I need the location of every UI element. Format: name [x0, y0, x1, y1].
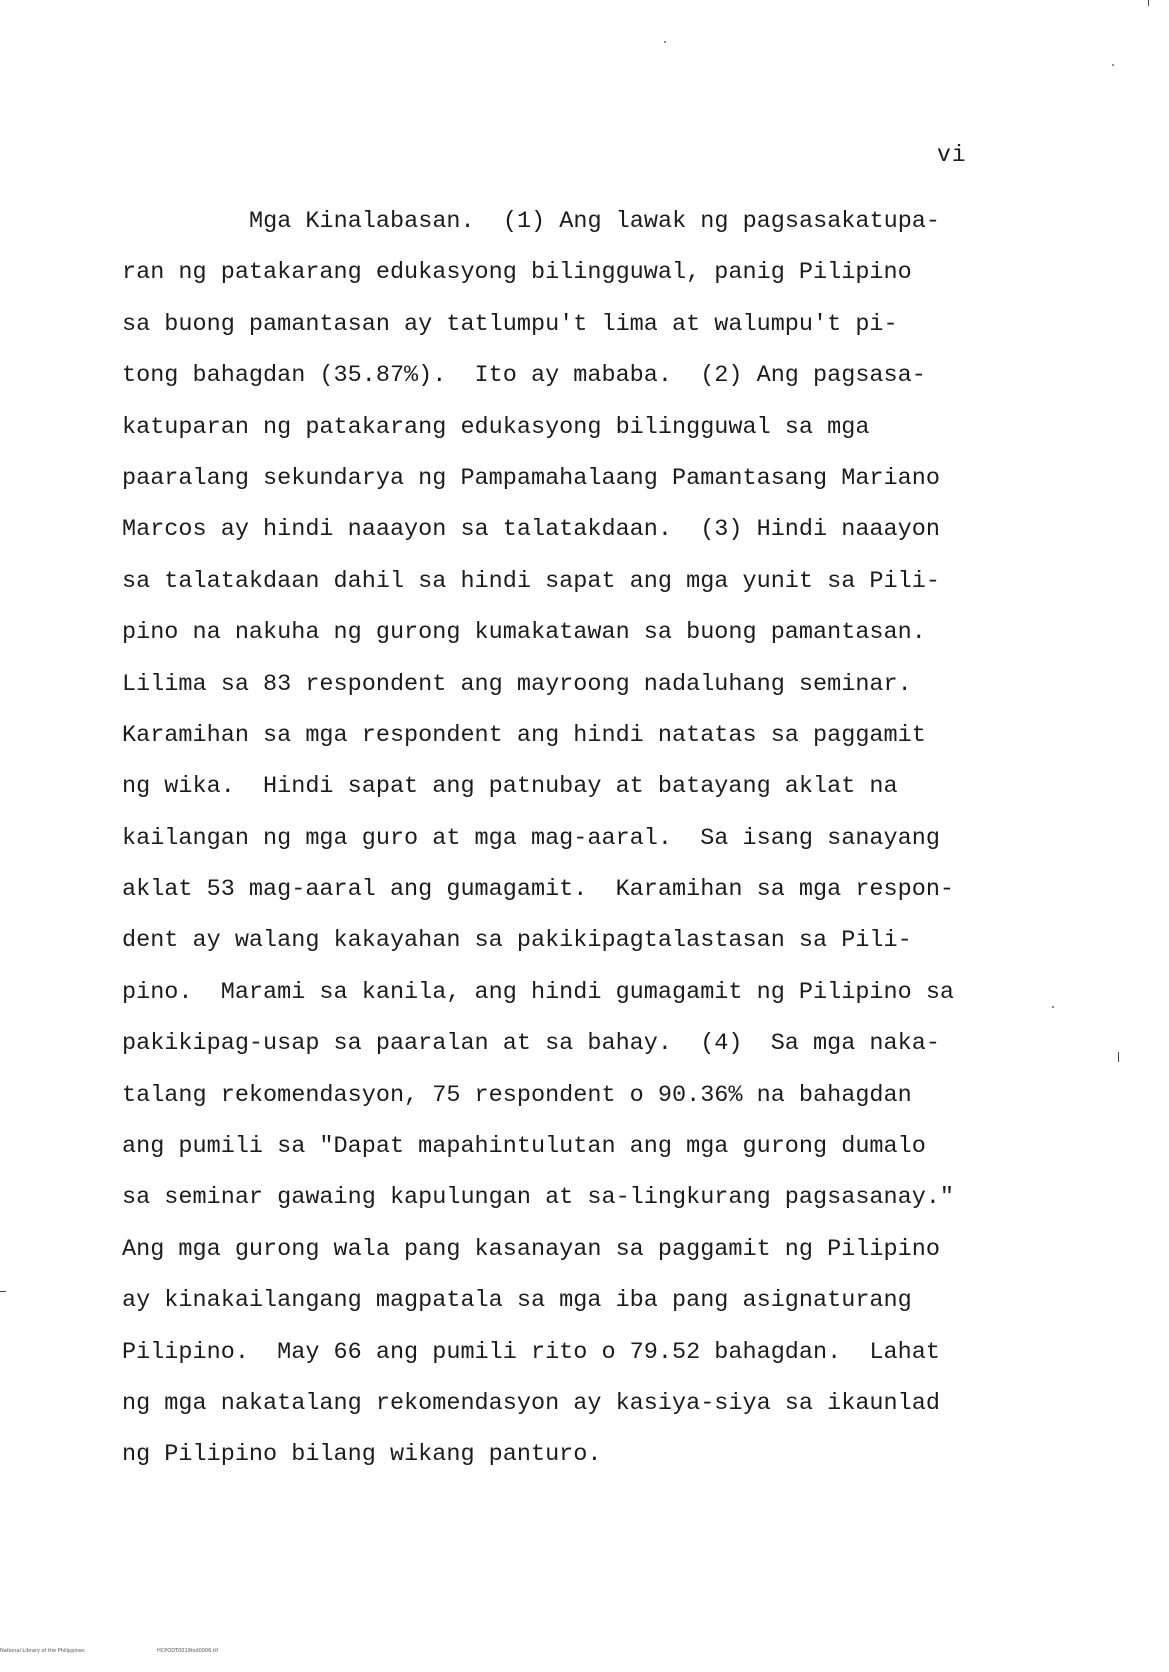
text-line: Pilipino. May 66 ang pumili rito o 79.52 bahagdan. Lahat [122, 1338, 940, 1366]
scan-edge-mark [1148, 0, 1149, 6]
text-line: tong bahagdan (35.87%). Ito ay mababa. (2) Ang pagsasa- [122, 362, 926, 390]
text-line: talang rekomendasyon, 75 respondent o 90.36% na bahagdan [122, 1081, 912, 1109]
text-line: Marcos ay hindi naaayon sa talatakdaan. (3) Hindi naaayon [122, 516, 940, 544]
text-line: sa seminar gawaing kapulungan at sa-lingkurang pagsasanay." [122, 1184, 955, 1212]
scan-edge-mark [1118, 1052, 1119, 1062]
text-line: Ang mga gurong wala pang kasanayan sa paggamit ng Pilipino [122, 1235, 940, 1263]
page-number: vi [937, 142, 967, 168]
file-id: HCPODT0019tsd0006.tif [157, 1648, 218, 1654]
text-line: sa talatakdaan dahil sa hindi sapat ang mga yunit sa Pili- [122, 567, 940, 595]
text-line: pakikipag-usap sa paaralan at sa bahay. (4) Sa mga naka- [122, 1030, 940, 1058]
text-line: ang pumili sa "Dapat mapahintulutan ang mga gurong dumalo [122, 1133, 926, 1161]
body-paragraph [122, 196, 1062, 1481]
text-line: Lilima sa 83 respondent ang mayroong nadaluhang seminar. [122, 670, 912, 698]
scan-footer [0, 1648, 218, 1672]
text-line: Karamihan sa mga respondent ang hindi natatas sa paggamit [122, 721, 926, 749]
library-credit: National Library of the Philippines [0, 1648, 85, 1654]
text-line: ran ng patakarang edukasyong bilingguwal, panig Pilipino [122, 259, 912, 287]
text-line: dent ay walang kakayahan sa pakikipagtalastasan sa Pili- [122, 927, 912, 955]
text-line: paaralang sekundarya ng Pampamahalaang Pamantasang Mariano [122, 464, 940, 492]
text-line: aklat 53 mag-aaral ang gumagamit. Karamihan sa mga respon- [122, 876, 955, 904]
text-line: sa buong pamantasan ay tatlumpu't lima at walumpu't pi- [122, 310, 898, 338]
text-line: Mga Kinalabasan. (1) Ang lawak ng pagsasakatupa- [249, 208, 941, 235]
text-line: ay kinakailangang magpatala sa mga iba pang asignaturang [122, 1287, 912, 1315]
text-line: pino. Marami sa kanila, ang hindi gumagamit ng Pilipino sa [122, 978, 955, 1006]
text-line: ng mga nakatalang rekomendasyon ay kasiya-siya sa ikaunlad [122, 1389, 940, 1417]
text-line: pino na nakuha ng gurong kumakatawan sa buong pamantasan. [122, 619, 926, 647]
text-line: ng Pilipino bilang wikang panturo. [122, 1441, 602, 1469]
text-line: kailangan ng mga guro at mga mag-aaral. Sa isang sanayang [122, 824, 940, 852]
scan-edge-mark [0, 1291, 6, 1292]
scan-speck [1112, 64, 1114, 66]
text-line: ng wika. Hindi sapat ang patnubay at batayang aklat na [122, 773, 898, 801]
text-line: katuparan ng patakarang edukasyong bilingguwal sa mga [122, 413, 870, 441]
scan-speck [1052, 1006, 1054, 1008]
scan-speck [664, 41, 666, 43]
